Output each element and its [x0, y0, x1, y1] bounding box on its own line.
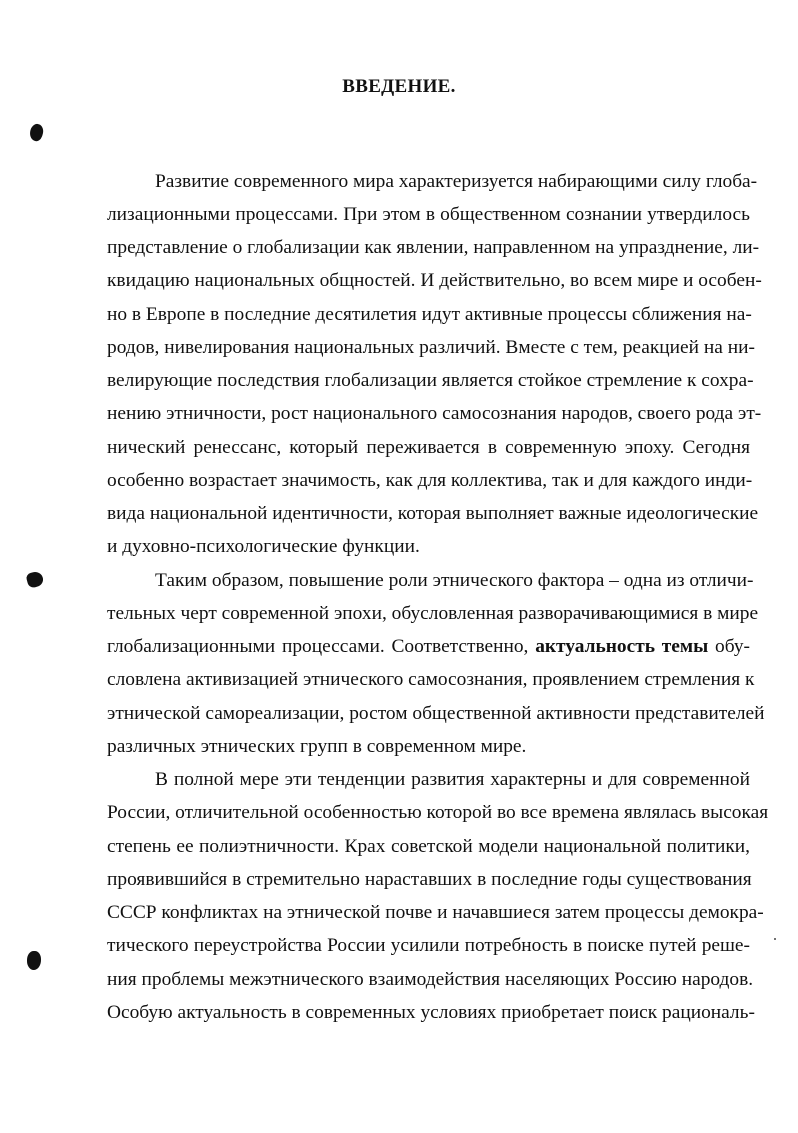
- paragraph-2-line-3-text-a: глобализационными процессами. Соответственно,: [107, 636, 529, 657]
- punch-hole-mark-top: [27, 122, 45, 142]
- paragraph-3-line-3: степень ее полиэтничности. Крах советской модели национальной политики,: [107, 836, 750, 857]
- paragraph-2-line-5: этнической самореализации, ростом общественной активности представителей: [107, 703, 765, 724]
- paragraph-1-line-9: нический ренессанс, который переживается в современную эпоху. Сегодня: [107, 437, 750, 458]
- paragraph-1-line-5: но в Европе в последние десятилетия идут активные процессы сближения на-: [107, 304, 752, 325]
- paragraph-1-line-4: квидацию национальных общностей. И действительно, во всем мире и особен-: [107, 270, 762, 291]
- paragraph-2-line-1: Таким образом, повышение роли этнического фактора – одна из отличи-: [155, 570, 754, 591]
- paragraph-2-line-6: различных этнических групп в современном мире.: [107, 736, 527, 757]
- paragraph-1-line-11: вида национальной идентичности, которая выполняет важные идеологические: [107, 503, 759, 524]
- paragraph-1-line-8: нению этничности, рост национального самосознания народов, своего рода эт-: [107, 403, 762, 424]
- paragraph-1-line-10: особенно возрастает значимость, как для коллектива, так и для каждого инди-: [107, 470, 753, 491]
- paragraph-3-line-5: СССР конфликтах на этнической почве и начавшиеся затем процессы демокра-: [107, 902, 764, 923]
- paragraph-2-line-3-text-c: обу-: [715, 636, 751, 657]
- paragraph-2-line-4: словлена активизацией этнического самосознания, проявлением стремления к: [107, 669, 755, 690]
- paragraph-2-line-2: тельных черт современной эпохи, обусловленная разворачивающимися в мире: [107, 603, 759, 624]
- paragraph-3-line-8: Особую актуальность в современных условиях приобретает поиск рациональ-: [107, 1002, 755, 1023]
- topic-relevance-bold: актуальность темы: [535, 636, 709, 657]
- paragraph-1-line-3: представление о глобализации как явлении, направленном на упразднение, ли-: [107, 237, 760, 258]
- punch-hole-mark-middle: [25, 570, 44, 589]
- paragraph-1-line-6: родов, нивелирования национальных различий. Вместе с тем, реакцией на ни-: [107, 337, 755, 358]
- punch-hole-mark-bottom: [27, 951, 41, 970]
- paragraph-1-line-2: лизационными процессами. При этом в общественном сознании утвердилось: [107, 204, 750, 225]
- paragraph-1-line-7: велирующие последствия глобализации является стойкое стремление к сохра-: [107, 370, 754, 391]
- paragraph-3-line-6: тического переустройства России усилили потребность в поиске путей реше-: [107, 935, 750, 956]
- paragraph-3-line-2: России, отличительной особенностью которой во все времена являлась высокая: [107, 802, 769, 823]
- page-title: ВВЕДЕНИЕ.: [342, 76, 456, 97]
- paragraph-2-line-3: [107, 635, 750, 659]
- paragraph-3-line-1: В полной мере эти тенденции развития характерны и для современной: [155, 769, 750, 790]
- scan-speck: [774, 938, 776, 940]
- paragraph-3-line-7: ния проблемы межэтнического взаимодействия населяющих Россию народов.: [107, 969, 754, 990]
- paragraph-1-line-12: и духовно-психологические функции.: [107, 536, 420, 557]
- paragraph-3-line-4: проявившийся в стремительно нараставших в последние годы существования: [107, 869, 752, 890]
- paragraph-1-line-1: Развитие современного мира характеризуется набирающими силу глоба-: [155, 171, 758, 192]
